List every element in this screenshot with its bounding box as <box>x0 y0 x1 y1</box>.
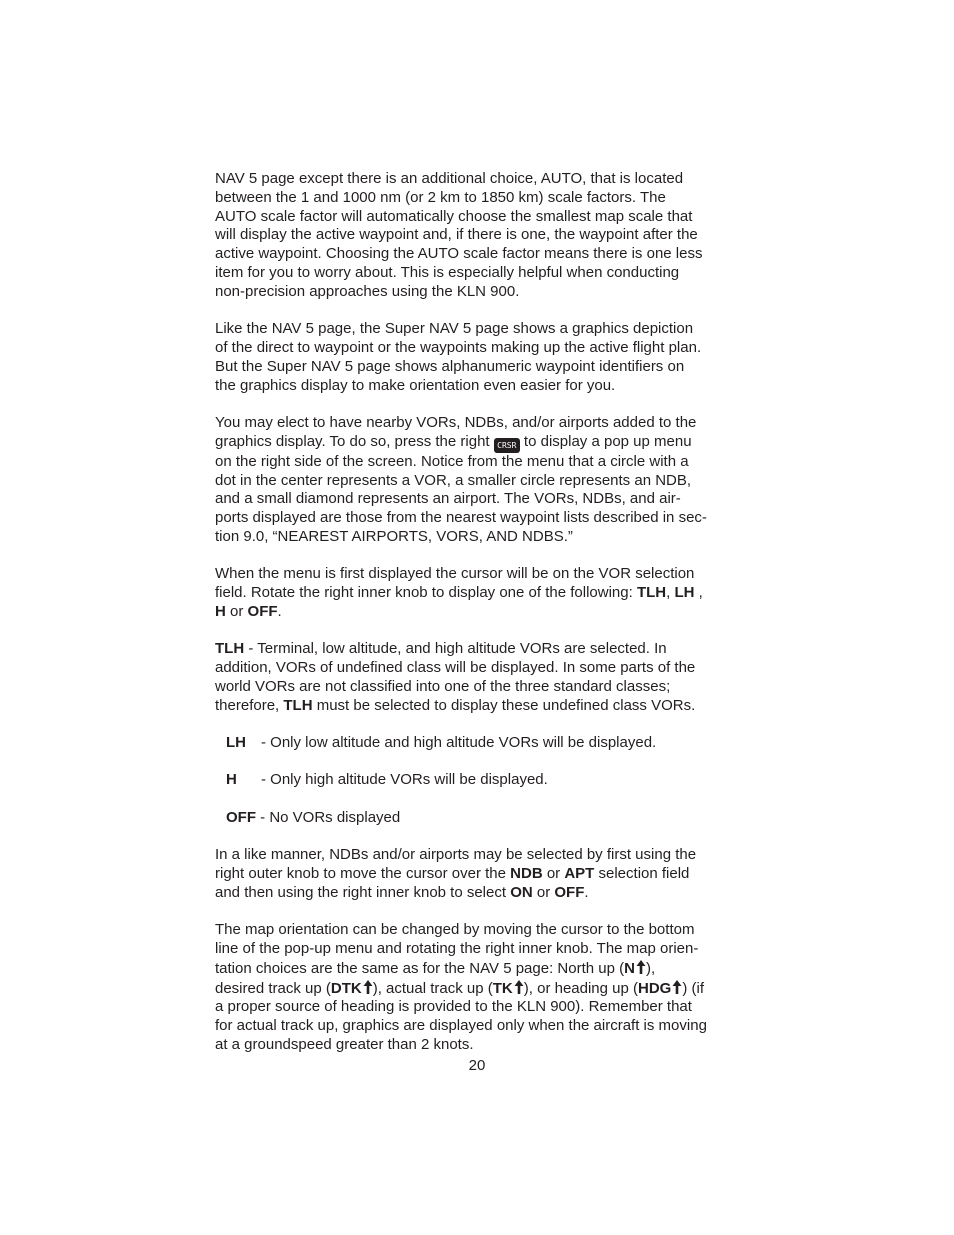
text-line: between the 1 and 1000 nm (or 2 km to 1850 km) scale factors. The <box>215 188 666 206</box>
text-line <box>215 603 735 622</box>
separator: , <box>666 584 675 602</box>
text-line <box>215 979 735 999</box>
option-tlh: TLH <box>636 584 667 602</box>
up-arrow-icon <box>672 979 682 995</box>
term-lh: LH <box>226 734 246 752</box>
option-lh: LH <box>674 584 695 602</box>
text-line: ports displayed are those from the nearest waypoint lists described in sec- <box>215 509 707 527</box>
definition-text: - Only high altitude VORs will be displayed. <box>261 771 548 789</box>
text-line: the graphics display to make orientation even easier for you. <box>215 376 616 394</box>
text-line: active waypoint. Choosing the AUTO scale factor means there is one less <box>215 245 703 263</box>
paragraph-nearby-navaids <box>215 414 735 547</box>
text-line <box>215 697 735 716</box>
text-segment: ) (if <box>682 979 705 997</box>
text-line: and a small diamond represents an airport. The VORs, NDBs, and air- <box>215 490 681 508</box>
text-line: The map orientation can be changed by moving the cursor to the bottom <box>215 921 695 939</box>
option-ndb: NDB <box>510 865 543 883</box>
text-line <box>215 771 735 790</box>
text-line: for actual track up, graphics are displayed only when the aircraft is moving <box>215 1017 707 1035</box>
text-line: non-precision approaches using the KLN 900. <box>215 282 520 300</box>
text-line: AUTO scale factor will automatically choose the smallest map scale that <box>215 207 693 225</box>
term-off: OFF <box>226 808 256 826</box>
text-line: at a groundspeed greater than 2 knots. <box>215 1036 474 1054</box>
text-line: But the Super NAV 5 page shows alphanumeric waypoint identifiers on <box>215 357 685 375</box>
paragraph-ndb-apt <box>215 846 735 902</box>
term-h: H <box>226 771 237 789</box>
orientation-north-up: N <box>624 959 635 977</box>
text-line <box>215 884 735 903</box>
text-line <box>215 640 735 659</box>
definition-text: - No VORs displayed <box>256 808 401 826</box>
definition-text: - Only low altitude and high altitude VORs will be displayed. <box>261 734 657 752</box>
text-line <box>215 584 735 603</box>
option-h: H <box>215 602 226 620</box>
text-segment: graphics display. To do so, press the right <box>215 432 494 450</box>
separator: . <box>584 883 589 901</box>
page-number: 20 <box>468 1057 486 1074</box>
text-segment: tation choices are the same as for the NAV 5 page: North up ( <box>215 959 625 977</box>
text-line <box>215 809 735 828</box>
text-line <box>215 734 735 753</box>
text-segment: must be selected to display these undefined class VORs. <box>312 696 696 714</box>
text-line: NAV 5 page except there is an additional choice, AUTO, that is located <box>215 170 684 187</box>
text-line: tion 9.0, “NEAREST AIRPORTS, VORS, AND NDBS.” <box>215 527 573 545</box>
definition-lh <box>215 734 735 753</box>
manual-page-body <box>215 170 735 1055</box>
text-segment: selection field <box>594 865 690 883</box>
separator: or <box>532 883 555 901</box>
option-off: OFF <box>247 602 278 620</box>
up-arrow-icon <box>636 959 646 975</box>
text-line: When the menu is first displayed the cursor will be on the VOR selection <box>215 565 695 583</box>
text-segment: ), actual track up ( <box>372 979 493 997</box>
text-line: world VORs are not classified into one of the three standard classes; <box>215 677 671 695</box>
separator: . <box>277 602 282 620</box>
text-line: line of the pop-up menu and rotating the right inner knob. The map orien- <box>215 940 699 958</box>
text-line: Like the NAV 5 page, the Super NAV 5 page shows a graphics depiction <box>215 320 694 338</box>
term-tlh: TLH <box>283 696 313 714</box>
up-arrow-icon <box>514 979 524 995</box>
text-line: will display the active waypoint and, if there is one, the waypoint after the <box>215 226 698 244</box>
orientation-dtk-up: DTK <box>330 979 362 997</box>
text-segment: field. Rotate the right inner knob to display one of the following: <box>215 584 637 602</box>
orientation-tk-up: TK <box>492 979 513 997</box>
definition-h <box>215 771 735 790</box>
term-tlh: TLH <box>215 640 245 658</box>
text-line: You may elect to have nearby VORs, NDBs, and/or airports added to the <box>215 413 697 431</box>
paragraph-map-orientation <box>215 921 735 1055</box>
text-segment: ), <box>645 959 656 977</box>
paragraph-super-nav5 <box>215 320 735 395</box>
text-segment: therefore, <box>215 696 284 714</box>
text-segment: ), or heading up ( <box>523 979 639 997</box>
text-segment: - Terminal, low altitude, and high altitude VORs are selected. In <box>244 640 667 658</box>
separator: or <box>225 602 248 620</box>
text-line: dot in the center represents a VOR, a smaller circle represents an NDB, <box>215 471 692 489</box>
orientation-hdg-up: HDG <box>638 979 672 997</box>
text-line <box>215 433 735 453</box>
text-line: of the direct to waypoint or the waypoints making up the active flight plan. <box>215 338 702 356</box>
option-on: ON <box>510 883 533 901</box>
paragraph-auto-scale <box>215 170 735 302</box>
text-line <box>215 865 735 884</box>
paragraph-vor-selection <box>215 565 735 621</box>
text-line: addition, VORs of undefined class will be displayed. In some parts of the <box>215 659 696 677</box>
text-segment: right outer knob to move the cursor over the <box>215 865 511 883</box>
text-segment: to display a pop up menu <box>519 432 692 450</box>
text-line: In a like manner, NDBs and/or airports may be selected by first using the <box>215 846 697 864</box>
crsr-key-icon: CRSR <box>494 438 520 453</box>
separator: , <box>694 584 703 602</box>
up-arrow-icon <box>363 979 373 995</box>
text-segment: and then using the right inner knob to select <box>215 883 511 901</box>
option-apt: APT <box>564 865 595 883</box>
option-off: OFF <box>554 883 585 901</box>
text-line: item for you to worry about. This is especially helpful when conducting <box>215 263 680 281</box>
text-line: a proper source of heading is provided to the KLN 900). Remember that <box>215 998 692 1016</box>
definition-off <box>215 809 735 828</box>
text-line <box>215 959 735 979</box>
text-segment: desired track up ( <box>215 979 331 997</box>
text-line: on the right side of the screen. Notice from the menu that a circle with a <box>215 452 689 470</box>
paragraph-tlh-definition <box>215 640 735 715</box>
separator: or <box>542 865 565 883</box>
